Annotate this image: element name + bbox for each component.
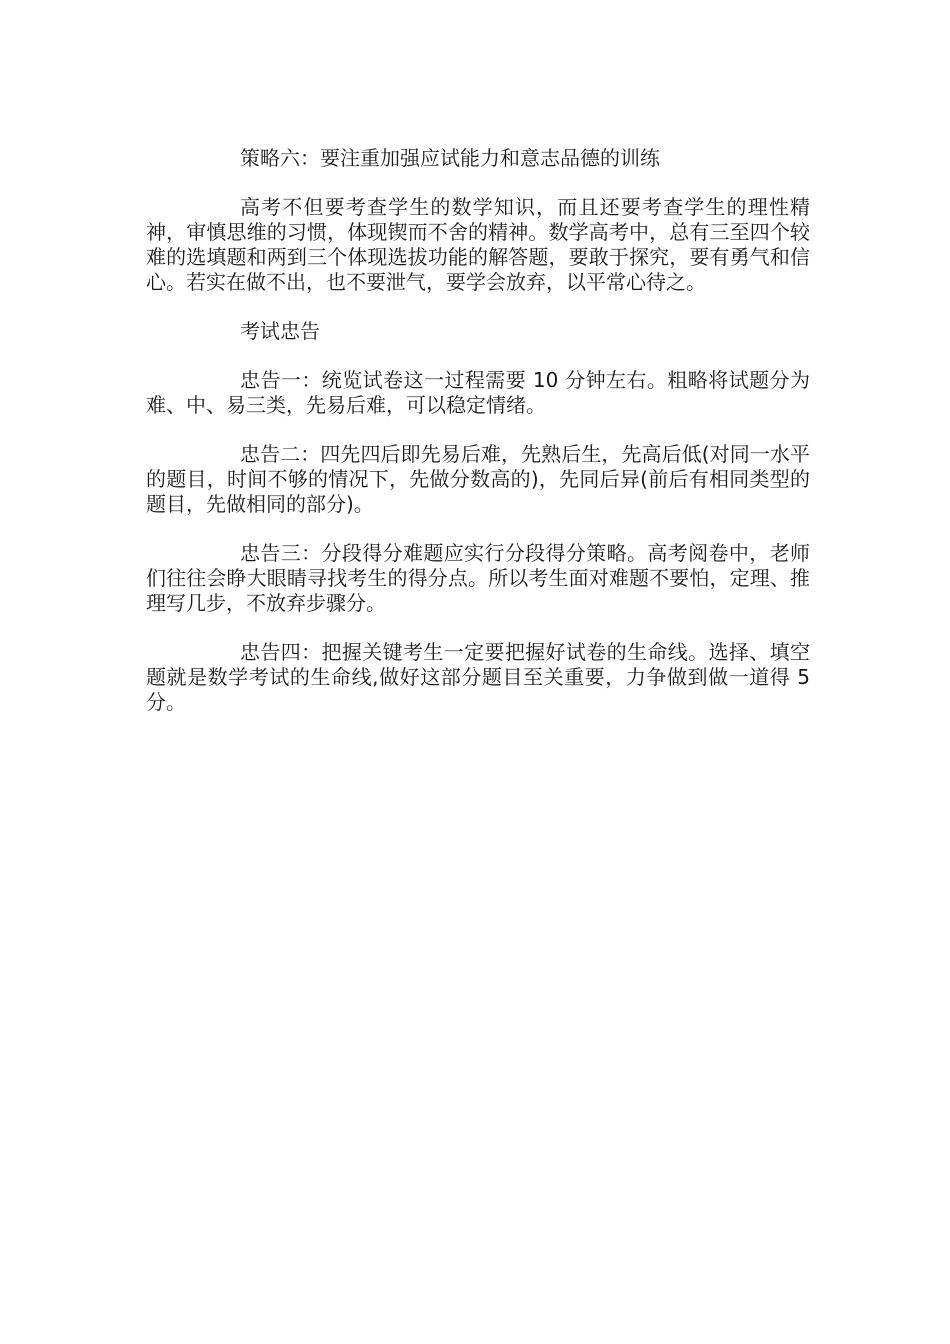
section-heading-exam-advice: 考试忠告 [240,319,320,343]
paragraph-advice-four: 忠告四：把握关键考生一定要把握好试卷的生命线。选择、填空题就是数学考试的生命线,做好这部分题目至关重要，力争做到做一道得 5 分。 [146,640,810,714]
paragraph-strategy-six-body: 高考不但要考查学生的数学知识，而且还要考查学生的理性精神，审慎思维的习惯，体现锲而不舍的精神。数学高考中，总有三至四个较难的选填题和两到三个体现选拔功能的解答题，要敢于探究，要有勇气和信心。若实在做不出，也不要泄气，要学会放弃，以平常心待之。 [146,195,810,294]
document-body [146,146,810,739]
paragraph-advice-one: 忠告一：统览试卷这一过程需要 10 分钟左右。粗略将试题分为难、中、易三类，先易后难，可以稳定情绪。 [146,368,810,417]
section-heading-strategy-six: 策略六：要注重加强应试能力和意志品德的训练 [240,146,660,170]
paragraph-advice-three: 忠告三：分段得分难题应实行分段得分策略。高考阅卷中，老师们往往会睁大眼睛寻找考生的得分点。所以考生面对难题不要怕，定理、推理写几步，不放弃步骤分。 [146,541,810,615]
paragraph-advice-two: 忠告二：四先四后即先易后难，先熟后生，先高后低(对同一水平的题目，时间不够的情况下，先做分数高的)，先同后异(前后有相同类型的题目，先做相同的部分)。 [146,442,810,516]
